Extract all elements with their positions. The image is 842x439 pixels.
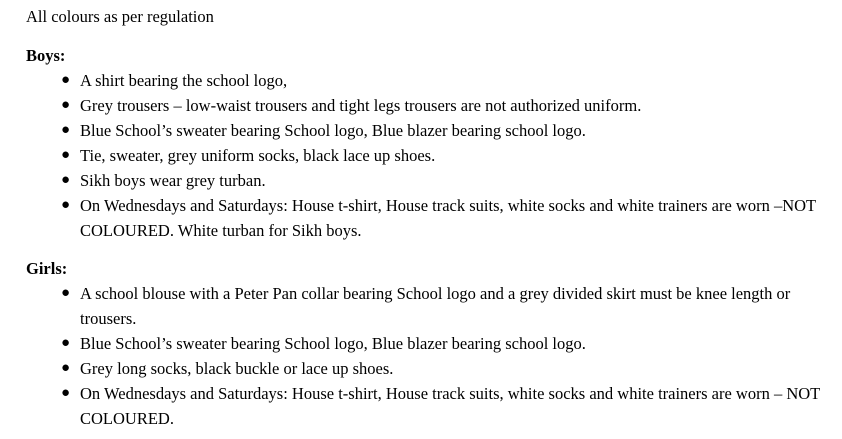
list-item-text: Blue School’s sweater bearing School logo, Blue blazer bearing school logo. (80, 334, 586, 353)
bullet-icon: ● (61, 147, 71, 163)
uniform-document (26, 4, 826, 431)
list-item-text: On Wednesdays and Saturdays: House t-shirt, House track suits, white socks and white trainers are worn –NOT COLOURED. White turban for Sikh boys. (80, 196, 816, 240)
list-item-text: Blue School’s sweater bearing School logo, Blue blazer bearing school logo. (80, 121, 586, 140)
list-item-text: Grey long socks, black buckle or lace up shoes. (80, 359, 394, 378)
girls-heading: Girls: (26, 259, 68, 278)
bullet-icon: ● (61, 97, 71, 113)
list-item (26, 168, 826, 193)
boys-list (26, 68, 826, 243)
list-item (26, 356, 826, 381)
intro-text: All colours as per regulation (26, 7, 214, 26)
list-item (26, 93, 826, 118)
girls-list (26, 281, 826, 431)
list-item (26, 118, 826, 143)
boys-section (26, 43, 826, 243)
bullet-icon: ● (61, 335, 71, 351)
list-item (26, 193, 826, 243)
bullet-icon: ● (61, 72, 71, 88)
list-item (26, 381, 826, 431)
list-item-text: A shirt bearing the school logo, (80, 71, 288, 90)
bullet-icon: ● (61, 360, 71, 376)
bullet-icon: ● (61, 385, 71, 401)
bullet-icon: ● (61, 122, 71, 138)
list-item-text: Sikh boys wear grey turban. (80, 171, 266, 190)
list-item-text: A school blouse with a Peter Pan collar bearing School logo and a grey divided skirt must be knee length or trousers. (80, 284, 791, 328)
bullet-icon: ● (61, 172, 71, 188)
bullet-icon: ● (61, 285, 71, 301)
list-item (26, 143, 826, 168)
list-item (26, 281, 826, 331)
girls-section (26, 256, 826, 431)
list-item (26, 68, 826, 93)
list-item-text: Grey trousers – low-waist trousers and tight legs trousers are not authorized uniform. (80, 96, 642, 115)
boys-heading: Boys: (26, 46, 66, 65)
list-item-text: On Wednesdays and Saturdays: House t-shirt, House track suits, white socks and white trainers are worn – NOT COLOURED. (80, 384, 820, 428)
bullet-icon: ● (61, 197, 71, 213)
list-item (26, 331, 826, 356)
list-item-text: Tie, sweater, grey uniform socks, black lace up shoes. (80, 146, 436, 165)
